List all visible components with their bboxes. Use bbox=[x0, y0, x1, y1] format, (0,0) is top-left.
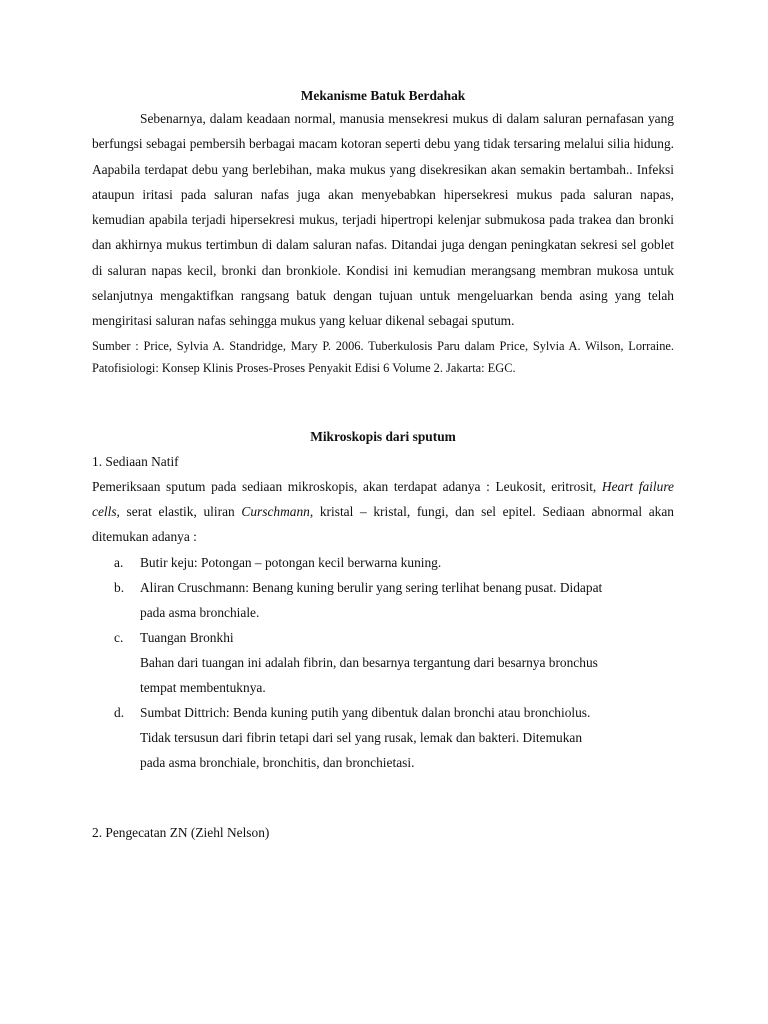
list-item bbox=[92, 575, 674, 625]
list-item-line: Tuangan Bronkhi bbox=[140, 629, 234, 645]
list-marker: b. bbox=[114, 579, 125, 595]
list-item-line: pada asma bronchiale. bbox=[140, 604, 260, 620]
source-citation: Sumber : Price, Sylvia A. Standridge, Mary P. 2006. Tuberkulosis Paru dalam Price, Sylvia A. Wilson, Lorraine. Patofisiologi: Konsep Klinis Proses-Proses Penyakit Edisi 6 Volume 2. Jakarta: EGC. bbox=[92, 338, 674, 376]
title-mekanisme: Mekanisme Batuk Berdahak bbox=[300, 88, 466, 103]
list-item-line: Aliran Cruschmann: Benang kuning berulir yang sering terlihat benang pusat. Didapat bbox=[140, 579, 603, 595]
list-marker: c. bbox=[114, 629, 124, 645]
paragraph-mekanisme: Sebenarnya, dalam keadaan normal, manusia mensekresi mukus di dalam saluran pernafasan yang berfungsi sebagai pembersih berbagai macam kotoran seperti debu yang tidak tersaring melalui silia hidung. Aapabila terdapat debu yang berlebihan, maka mukus yang disekresikan akan semakin bertambah.. Infeksi ataupun iritasi pada saluran nafas juga akan menyebabkan hipersekresi mukus pada saluran napas, kemudian apabila terjadi hipersekresi mukus, terjadi hipertropi kelenjar submukosa pada trakea dan bronki dan akhirnya mukus tertimbun di dalam saluran nafas. Ditandai juga dengan peningkatan sekresi sel goblet di saluran napas kecil, bronki dan bronkiole. Kondisi ini kemudian merangsang membran mukosa untuk selanjutnya mengaktifkan rangsang batuk dengan tujuan untuk mengeluarkan benda asing yang telah mengiritasi saluran nafas sehingga mukus yang keluar dikenal sebagai sputum. bbox=[92, 111, 674, 329]
list-item-line: Butir keju: Potongan – potongan kecil berwarna kuning. bbox=[140, 554, 442, 570]
section-pengecatan-zn: 2. Pengecatan ZN (Ziehl Nelson) bbox=[92, 824, 270, 840]
section-sediaan-natif: 1. Sediaan Natif bbox=[92, 453, 179, 469]
findings-list bbox=[92, 550, 674, 775]
italic-term: Heart failure cells bbox=[92, 478, 674, 519]
list-item-line: pada asma bronchiale, bronchitis, dan bronchietasi. bbox=[140, 754, 415, 770]
list-marker: a. bbox=[114, 554, 124, 570]
title-mikroskopis: Mikroskopis dari sputum bbox=[310, 428, 456, 444]
list-item bbox=[92, 700, 674, 775]
text-part: , kristal – kristal, fungi, dan sel epitel. Sediaan abnormal akan ditemukan adanya : bbox=[92, 503, 674, 545]
list-item-line: Bahan dari tuangan ini adalah fibrin, dan besarnya tergantung dari besarnya bronchus bbox=[140, 654, 598, 670]
list-marker: d. bbox=[114, 704, 125, 720]
list-item-line: tempat membentuknya. bbox=[140, 679, 266, 695]
document-content bbox=[92, 86, 674, 845]
list-item bbox=[92, 625, 674, 700]
text-part: , serat elastik, uliran bbox=[116, 503, 242, 519]
list-item-line: Tidak tersusun dari fibrin tetapi dari sel yang rusak, lemak dan bakteri. Ditemukan bbox=[140, 729, 583, 745]
text-part: Pemeriksaan sputum pada sediaan mikroskopis, akan terdapat adanya : Leukosit, eritrosit, bbox=[92, 478, 602, 494]
paragraph-pemeriksaan bbox=[92, 474, 674, 550]
list-item bbox=[92, 550, 674, 575]
italic-term: Curschmann bbox=[241, 503, 310, 519]
list-item-line: Sumbat Dittrich: Benda kuning putih yang dibentuk dalan bronchi atau bronchiolus. bbox=[140, 704, 591, 720]
